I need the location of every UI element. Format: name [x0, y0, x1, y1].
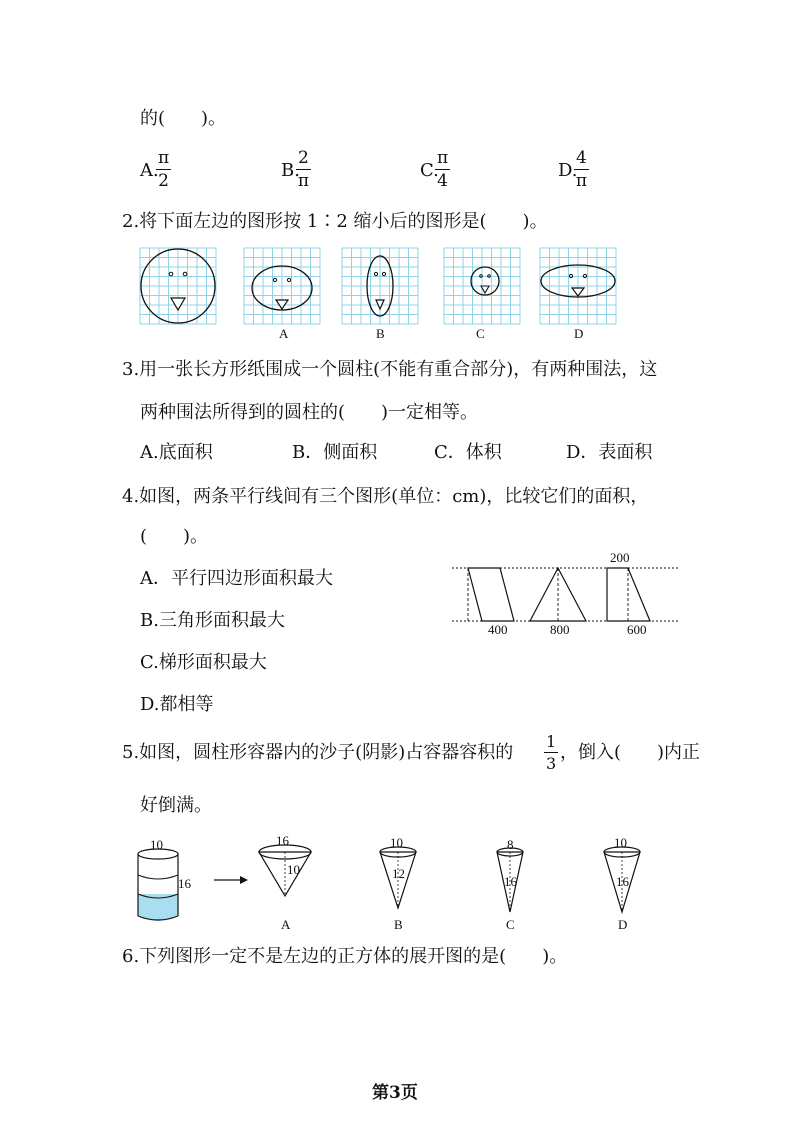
cone-a[interactable] — [259, 845, 311, 896]
cone-b-height: 12 — [392, 866, 405, 881]
q3-stem-line2: 两种围法所得到的圆柱的( )一定相等。 — [140, 402, 479, 423]
q2-grid-figures — [0, 244, 800, 344]
option-letter: C. — [420, 160, 439, 181]
q3-option-c[interactable]: C．体积 — [434, 442, 502, 463]
option-letter: D. — [558, 160, 578, 181]
option-fraction: $\frac{\pi}{2}$ — [158, 148, 170, 191]
cone-a-label: A — [281, 917, 291, 932]
option-letter: A. — [140, 160, 159, 181]
q2-stem: 2.将下面左边的图形按 1∶2 缩小后的图形是( )。 — [122, 211, 548, 232]
q4-option-a[interactable]: A．平行四边形面积最大 — [140, 568, 333, 589]
q5-stem-part2: ，倒入( )内正 — [560, 742, 701, 763]
grid-option-a[interactable] — [244, 248, 320, 324]
cone-d-height: 16 — [616, 874, 629, 889]
cone-d-diameter: 10 — [614, 835, 627, 850]
q3-option-a[interactable]: A.底面积 — [140, 442, 213, 463]
q4-figure — [450, 555, 690, 645]
grid-option-c[interactable] — [444, 248, 520, 324]
q5-stem-line2: 好倒满。 — [140, 795, 212, 816]
cone-d-label: D — [618, 917, 628, 932]
q5-stem-part1: 5.如图，圆柱形容器内的沙子(阴影)占容器容积的 — [122, 742, 514, 763]
cylinder-height: 16 — [178, 876, 191, 891]
q4-option-c[interactable]: C.梯形面积最大 — [140, 652, 267, 673]
q6-stem: 6.下列图形一定不是左边的正方体的展开图的是( )。 — [122, 946, 568, 967]
grid-option-b[interactable] — [342, 248, 418, 324]
cone-c-diameter: 8 — [507, 837, 514, 852]
q4-stem-line1: 4.如图，两条平行线间有三个图形(单位：cm)，比较它们的面积， — [122, 486, 649, 507]
option-fraction: $\frac{\pi}{4}$ — [437, 148, 449, 191]
option-fraction: $\frac{4}{\pi}$ — [575, 148, 587, 191]
cone-b-diameter: 10 — [390, 835, 403, 850]
grid-label-c: C — [476, 326, 485, 341]
q4-option-d[interactable]: D.都相等 — [140, 694, 214, 715]
option-fraction: $\frac{2}{\pi}$ — [297, 148, 309, 191]
arrow — [214, 876, 248, 884]
cone-c-height: 16 — [504, 874, 517, 889]
q3-option-b[interactable]: B．侧面积 — [292, 442, 378, 463]
cylinder-diameter: 10 — [150, 837, 163, 852]
grid-label-b: B — [376, 326, 385, 341]
page-number: 第3页 — [372, 1083, 418, 1103]
q3-stem-line1: 3.用一张长方形纸围成一个圆柱(不能有重合部分)，有两种围法，这 — [122, 359, 658, 380]
cone-a-height: 10 — [287, 862, 300, 877]
label-triangle-base: 800 — [550, 622, 570, 637]
label-parallelogram-base: 400 — [488, 622, 508, 637]
label-trapezoid-top: 200 — [610, 550, 630, 565]
cone-a-diameter: 16 — [276, 833, 289, 848]
q4-stem-line2: ( )。 — [140, 526, 209, 547]
grid-label-a: A — [279, 326, 289, 341]
cone-b-label: B — [394, 917, 403, 932]
cone-c-label: C — [506, 917, 515, 932]
q3-option-d[interactable]: D．表面积 — [566, 442, 653, 463]
parallelogram — [468, 568, 514, 621]
q1-stem-tail: 的( )。 — [140, 108, 227, 129]
grid-original — [140, 248, 216, 324]
grid-label-d: D — [574, 326, 584, 341]
trapezoid — [607, 568, 650, 621]
q5-fraction: $\frac{1}{3}$ — [546, 732, 557, 773]
grid-option-d[interactable] — [540, 248, 616, 324]
label-trapezoid-bottom: 600 — [627, 622, 647, 637]
cylinder — [138, 849, 178, 921]
option-letter: B. — [281, 160, 300, 181]
q4-option-b[interactable]: B.三角形面积最大 — [140, 610, 285, 631]
